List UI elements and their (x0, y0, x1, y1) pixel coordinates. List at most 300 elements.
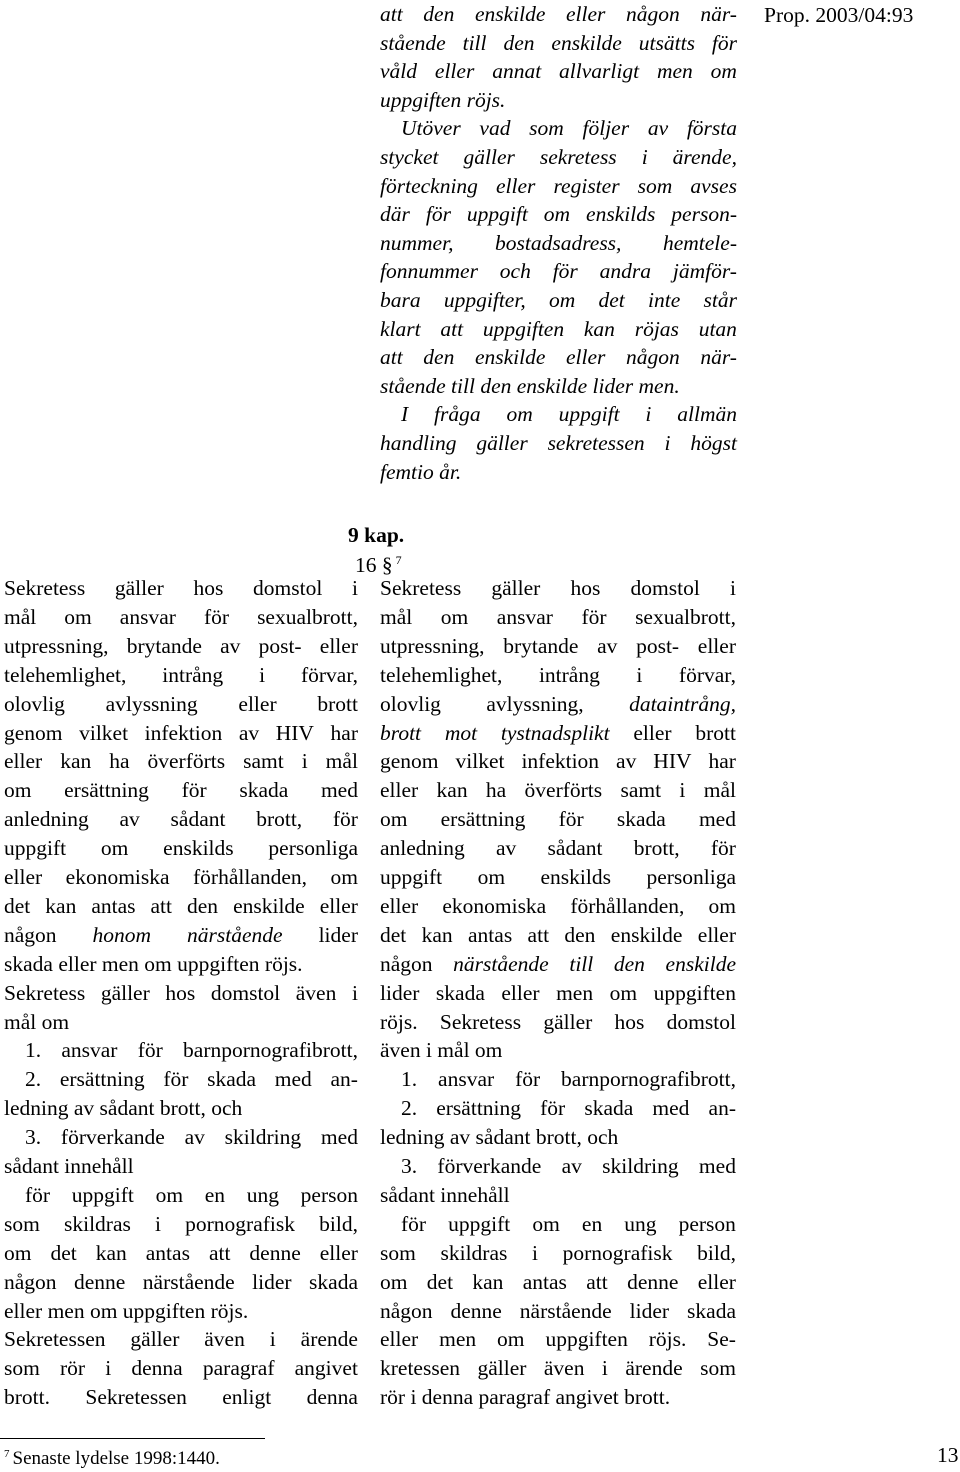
word: en (204, 1182, 226, 1207)
word: någon (380, 951, 433, 976)
word: för (163, 1067, 189, 1092)
word: HIV (275, 720, 314, 745)
word: det (380, 922, 407, 947)
word: med (698, 1154, 736, 1178)
text-line (380, 1181, 510, 1210)
word: hos (570, 576, 601, 600)
word: hos (165, 980, 196, 1005)
word: mål (703, 778, 736, 803)
word: av (184, 1125, 205, 1150)
word: om (4, 1240, 32, 1265)
word: när- (700, 345, 737, 370)
word: olovlig (4, 691, 65, 716)
word: brott (695, 720, 736, 745)
word: ärende, (672, 145, 737, 169)
word: eller (319, 633, 358, 658)
word: ersättning (436, 1096, 522, 1121)
text-line (380, 805, 736, 834)
word: 1. (25, 1038, 42, 1063)
word: bara (380, 288, 421, 312)
word: brott, (633, 836, 680, 861)
word: högst (690, 431, 737, 455)
word: skada (239, 778, 289, 803)
word: person (300, 1182, 358, 1207)
word: sexualbrott, (257, 604, 358, 629)
word: har (708, 749, 736, 774)
word: gäller (463, 145, 515, 169)
word: I (401, 402, 409, 427)
text-line (380, 315, 737, 344)
word: förvar, (300, 662, 358, 687)
word: sådant (547, 836, 603, 861)
word: eller (501, 980, 540, 1005)
word: domstol (630, 576, 700, 600)
word: hos (193, 576, 224, 600)
word: kan (95, 1240, 127, 1265)
word: att (150, 893, 173, 918)
word: skada (584, 1096, 634, 1121)
text-line (401, 1210, 736, 1239)
word: eller (697, 633, 736, 658)
word: den (187, 893, 219, 918)
word: skada (435, 980, 485, 1005)
footnote-separator (0, 1438, 265, 1439)
word: anledning (4, 807, 89, 832)
word: denne (74, 1269, 126, 1294)
page-number: 13 (937, 1443, 959, 1467)
text-line (25, 1065, 358, 1094)
word: i (730, 576, 736, 600)
word: barnpornografibrott, (183, 1038, 358, 1063)
word: uppgiften (653, 980, 736, 1005)
word: förhållanden, (193, 865, 308, 889)
word: enskilds (540, 865, 611, 889)
text-run: skada eller men om uppgiften röjs. (4, 951, 303, 976)
word: att (586, 1269, 608, 1294)
text-line (380, 921, 736, 950)
word: Sekretessen (85, 1385, 187, 1410)
word: domstol (210, 980, 281, 1005)
word: nummer, (380, 230, 454, 255)
word: någon (625, 345, 680, 370)
text-line (25, 1181, 358, 1210)
word: med (320, 778, 358, 803)
word: infektion (521, 749, 600, 774)
text-line (4, 1354, 358, 1383)
word: denna (306, 1385, 358, 1410)
word: Sekretess (439, 1009, 522, 1034)
word: eller (319, 1240, 358, 1265)
word: ung (246, 1182, 279, 1207)
word: till (462, 30, 487, 55)
word: av (597, 633, 618, 658)
text-line (4, 863, 358, 892)
word: personliga (268, 836, 358, 861)
word: för (425, 202, 451, 227)
word: brott (380, 720, 422, 745)
word: enskilde (610, 922, 683, 947)
word: ekonomiska (65, 865, 170, 889)
word: eller (697, 1269, 736, 1294)
word: Sekretess (380, 576, 462, 600)
text-line (4, 979, 358, 1008)
word: om (440, 604, 469, 629)
word: 2. (401, 1096, 418, 1121)
word: angivet (294, 1356, 358, 1381)
word: utsätts (638, 30, 695, 55)
word: eller (4, 865, 43, 889)
word: sekretess (539, 145, 617, 169)
word: att (208, 1240, 231, 1265)
word: dataintrång, (629, 691, 736, 716)
word: telehemlighet, (4, 662, 127, 687)
text-run: även i mål om (380, 1038, 503, 1063)
word: av (616, 749, 637, 774)
word: men (439, 1327, 477, 1352)
word: skildras (63, 1211, 131, 1236)
word: ersättning (440, 807, 526, 832)
word: eller (380, 893, 419, 918)
word: ekonomiska (442, 893, 547, 918)
text-line (380, 834, 736, 863)
text-line (380, 1036, 502, 1065)
word: pornografisk (185, 1211, 296, 1236)
word: HIV (653, 749, 692, 774)
section-number: 16 § (355, 553, 393, 577)
text-line (380, 950, 736, 979)
word: som (700, 1356, 736, 1381)
word: när- (700, 2, 737, 26)
word: fonnummer (380, 259, 478, 284)
word: röjs. (648, 1327, 687, 1352)
text-line (380, 1354, 736, 1383)
word: sådant (170, 807, 226, 832)
word: om (506, 402, 533, 427)
text-run: ledning av sådant brott, och (380, 1125, 619, 1150)
word: gäller (476, 431, 528, 455)
text-line (4, 632, 358, 661)
word: uppgift (4, 836, 67, 861)
word: denna (131, 1356, 183, 1381)
word: i (352, 576, 358, 600)
word: skada (207, 1067, 257, 1092)
word: samt (243, 749, 284, 774)
word: överförts (524, 778, 603, 803)
text-line (380, 892, 736, 921)
text-line (401, 1065, 736, 1094)
word: det (426, 1269, 454, 1294)
word: 1. (401, 1067, 418, 1092)
word: skada (309, 1269, 358, 1294)
word: i (155, 1211, 161, 1236)
text-line (401, 400, 737, 429)
word: om (543, 202, 571, 227)
word: kan (583, 316, 615, 341)
word: ha (485, 778, 507, 803)
word: bostadsadress, (495, 230, 622, 255)
word: skada (616, 807, 666, 832)
word: hemtele- (662, 230, 737, 255)
word: eller (565, 345, 606, 370)
word: eller (238, 691, 277, 716)
text-line (4, 834, 358, 863)
word: för (540, 1096, 566, 1121)
word: lider (629, 1298, 670, 1323)
word: det (598, 288, 625, 312)
text-line (380, 343, 737, 372)
word: annat (492, 59, 542, 84)
word: post- (258, 633, 302, 658)
word: olovlig (380, 691, 441, 716)
text-line (4, 1008, 69, 1037)
word: domstol (253, 576, 323, 600)
word: 3. (25, 1125, 42, 1150)
word: avlyssning, (486, 691, 584, 716)
word: allvarligt (559, 59, 640, 84)
text-line (380, 200, 737, 229)
word: enskilds (586, 202, 656, 227)
word: kan (60, 749, 92, 774)
word: enskilde (551, 30, 622, 55)
word: om (4, 778, 32, 803)
word: kan (45, 893, 77, 918)
word: uppgift (558, 402, 620, 427)
word: av (561, 1154, 582, 1178)
word: enskilde (474, 2, 546, 26)
word: ha (109, 749, 130, 774)
text-line (380, 257, 737, 286)
word: samt (620, 778, 662, 803)
word: pornografisk (562, 1240, 673, 1265)
word: ansvar (496, 604, 553, 629)
word: 2. (25, 1067, 42, 1092)
word: an- (330, 1067, 358, 1092)
word: klart (380, 316, 421, 341)
word: eller (380, 1327, 419, 1352)
text-line (380, 172, 737, 201)
footnote-text: Senaste lydelse 1998:1440. (12, 1448, 220, 1469)
word: med (320, 1125, 358, 1150)
text-line: stående till den enskilde lider men. (380, 373, 680, 398)
word: av (647, 116, 669, 141)
word: kan (472, 1269, 504, 1294)
word: om (380, 807, 408, 832)
text-line (380, 776, 736, 805)
word: som (4, 1211, 40, 1236)
word: gäller (130, 1327, 180, 1352)
word: till (569, 951, 594, 976)
word: om (708, 893, 736, 918)
word: vad (479, 116, 511, 141)
word: brytande (503, 633, 579, 658)
word: register (553, 173, 620, 198)
word: om (710, 59, 737, 84)
word: om (609, 980, 638, 1005)
word: utpressning, (4, 633, 109, 658)
word: denne (249, 1240, 301, 1265)
word: för (552, 259, 578, 284)
word: och (499, 259, 531, 284)
word: antas (145, 1240, 190, 1265)
word: person- (671, 202, 737, 227)
text-line (380, 286, 737, 315)
word: som (637, 173, 673, 198)
text-line (4, 892, 358, 921)
word: att (440, 316, 464, 341)
word: Se- (707, 1327, 736, 1352)
word: personliga (646, 865, 736, 889)
chapter-heading: 9 kap. (348, 523, 405, 547)
word: den (423, 345, 455, 370)
text-line (4, 1094, 242, 1123)
word: genom (380, 749, 439, 774)
text-line (4, 1325, 358, 1354)
text-run: sådant innehåll (380, 1182, 510, 1207)
text-line (380, 574, 736, 603)
word: ansvar (438, 1067, 495, 1092)
text-line (4, 747, 358, 776)
word: eller (4, 749, 43, 774)
word: infektion (144, 720, 223, 745)
word: även (204, 1327, 245, 1352)
text-line: uppgiften röjs. (380, 87, 506, 112)
text-line (380, 661, 736, 690)
word: för (137, 1038, 163, 1063)
text-line (4, 1268, 358, 1297)
text-line (401, 1094, 736, 1123)
word: röjs. (380, 1009, 418, 1034)
word: 3. (401, 1154, 418, 1178)
word: för (401, 1211, 427, 1236)
word: mål (4, 604, 37, 629)
word: förhållanden, (570, 893, 685, 918)
word: antas (91, 893, 136, 918)
text-line (4, 603, 358, 632)
word: skada (687, 1298, 736, 1323)
text-line (380, 863, 736, 892)
word: som (4, 1356, 40, 1381)
text-run: mål om (4, 1009, 70, 1034)
word: eller (633, 720, 672, 745)
section-footnote-ref: 7 (395, 553, 402, 567)
word: sexualbrott, (635, 604, 736, 629)
word: i (601, 1356, 608, 1381)
word: om (497, 1327, 525, 1352)
word: an- (708, 1096, 736, 1121)
word: eller (319, 893, 358, 918)
word: det (50, 1240, 77, 1265)
word: anledning (380, 836, 465, 861)
word: för (711, 30, 737, 55)
word: har (330, 720, 358, 745)
word: med (274, 1067, 312, 1092)
text-line (380, 1325, 736, 1354)
word: gäller (491, 576, 541, 600)
text-line (401, 1152, 736, 1181)
text-line (4, 1297, 248, 1326)
word: i (259, 662, 266, 687)
word: mot (444, 720, 478, 745)
word: telehemlighet, (380, 662, 503, 687)
word: med (652, 1096, 690, 1121)
word: förteckning (380, 173, 478, 198)
word: denne (627, 1269, 679, 1294)
word: i (645, 402, 652, 427)
word: uppgifter, (443, 288, 526, 312)
word: ansvar (119, 604, 176, 629)
word: intrång (162, 662, 224, 687)
word: uppgift (380, 865, 443, 889)
text-run: sådant innehåll (4, 1154, 134, 1178)
text-line (25, 1036, 358, 1065)
word: uppgift (466, 202, 528, 227)
word: utan (698, 316, 737, 341)
word: lider (318, 922, 358, 947)
word: någon (625, 2, 680, 26)
word: för (581, 604, 607, 629)
word: står (703, 288, 737, 312)
text-line (380, 979, 736, 1008)
word: mål (380, 604, 413, 629)
word: Utöver (401, 116, 461, 141)
header-reference: Prop. 2003/04:93 (764, 3, 914, 27)
word: vilket (79, 720, 129, 745)
word: någon (4, 1269, 57, 1294)
word: att (527, 922, 550, 947)
word: lider (252, 1269, 292, 1294)
text-line (4, 574, 358, 603)
word: enskilds (163, 836, 234, 861)
word: men (656, 59, 693, 84)
word: förverkande (60, 1125, 165, 1150)
text-line (380, 1383, 670, 1412)
word: för (203, 604, 230, 629)
text-line (380, 1239, 736, 1268)
text-line (4, 719, 358, 748)
word: där (380, 202, 410, 227)
word: kan (436, 778, 468, 803)
word: om (64, 604, 92, 629)
word: i (105, 1356, 112, 1381)
word: om (330, 865, 358, 889)
word: enskilde (474, 345, 546, 370)
word: denne (450, 1298, 502, 1323)
word: post- (636, 633, 680, 658)
word: av (238, 720, 260, 745)
word: att (380, 2, 403, 26)
word: antas (468, 922, 513, 947)
word: Sekretess (4, 576, 86, 600)
word: ersättning (64, 778, 149, 803)
text-line (380, 429, 737, 458)
word: i (641, 145, 648, 169)
word: i (532, 1240, 538, 1265)
word: i (351, 980, 358, 1005)
word: men (556, 980, 594, 1005)
word: stycket (380, 145, 439, 169)
text-line (380, 1297, 736, 1326)
word: överförts (147, 749, 226, 774)
word: för (181, 778, 207, 803)
word: med (698, 807, 736, 832)
word: inte (648, 288, 681, 312)
text-line (380, 1268, 736, 1297)
word: barnpornografibrott, (561, 1067, 736, 1092)
word: i (301, 749, 308, 774)
word: en (581, 1211, 603, 1236)
word: brytande (126, 633, 202, 658)
text-line (4, 661, 358, 690)
